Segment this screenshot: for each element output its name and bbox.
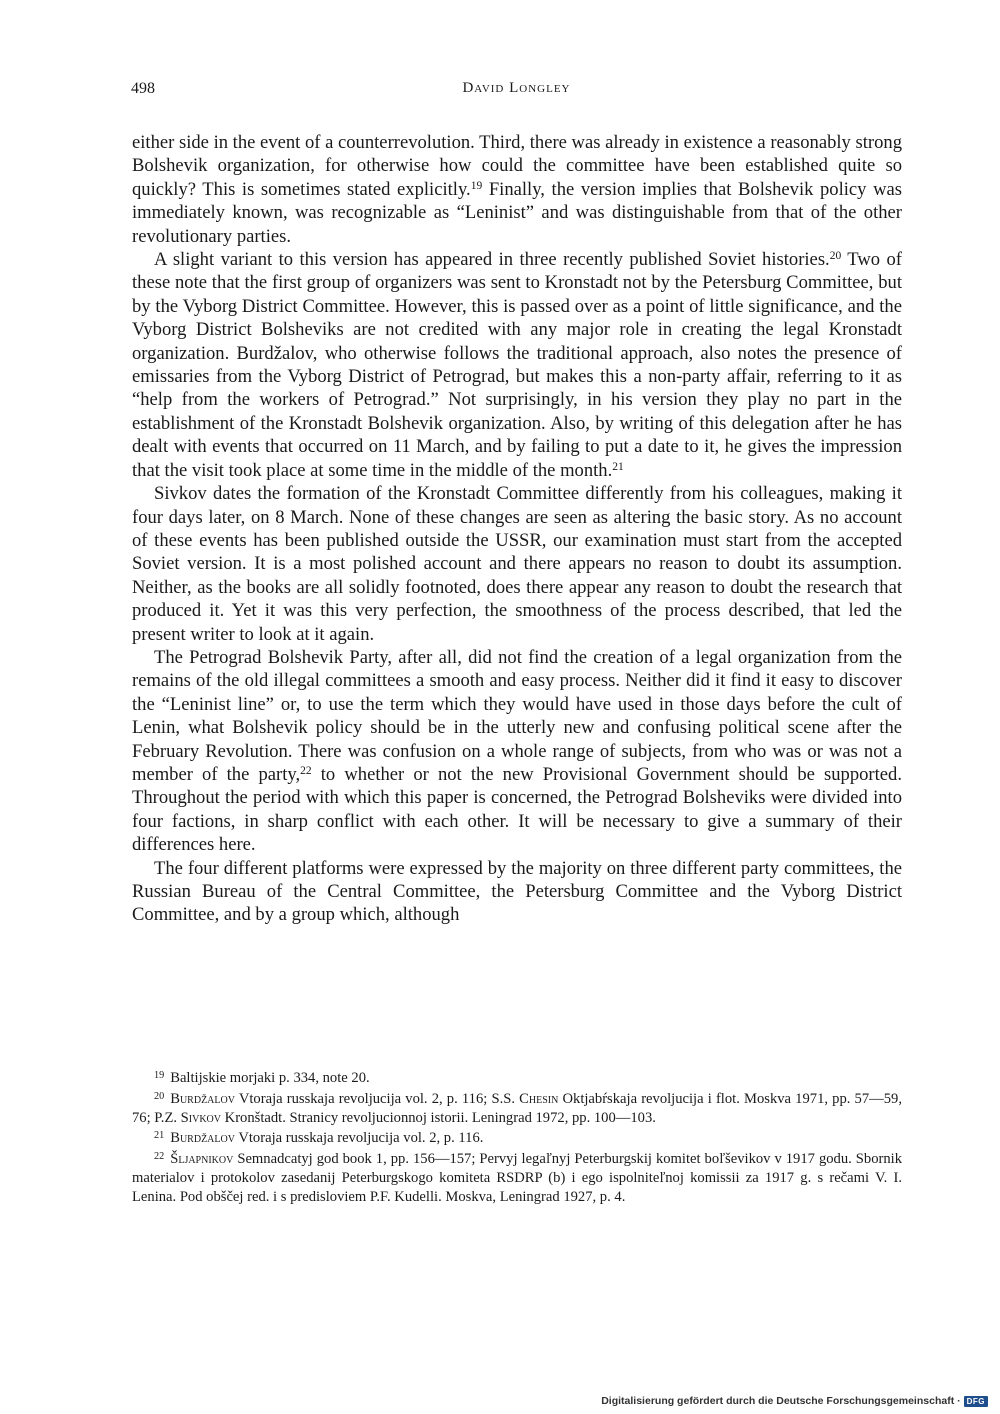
footnote-ref[interactable]: 19 bbox=[470, 180, 483, 193]
funding-note: Digitalisierung gefördert durch die Deutsche Forschungsgemeinschaft · bbox=[601, 1395, 961, 1407]
digitization-credit bbox=[601, 1395, 988, 1407]
footnotes bbox=[132, 1067, 902, 1206]
page-header bbox=[131, 80, 902, 104]
page-number: 498 bbox=[131, 80, 155, 97]
body-text bbox=[132, 131, 902, 927]
footnote: $^{21}$ Burdžalov Vtoraja russkaja revoljucija vol. 2, p. 116. bbox=[154, 1130, 484, 1147]
footnote-ref[interactable]: 20 bbox=[829, 250, 842, 263]
paragraph: The Petrograd Bolshevik Party, after all, did not find the creation of a legal organization from the remains of the old illegal committees a smooth and easy process. Neither did it find it easy to discover the “Leninist line” or, to use the term which they would have used in those days before the cult of Lenin, what Bolshevik policy should be in the utterly new and confusing political scene after the February Revolution. There was confusion on a whole range of subjects, from who was or was not a member of the party,$^{22}$ to whether or not the new Provisional Government should be supported. Throughout the period with which this paper is concerned, the Petrograd Bolsheviks were divided into four factions, in sharp conflict with each other. It will be necessary to give a summary of their differences here. bbox=[132, 646, 902, 856]
footnote-ref[interactable]: 22 bbox=[300, 765, 312, 778]
paragraph: either side in the event of a counterrevolution. Third, there was already in existence a reasonably strong Bolshevik organization, for otherwise how could the committee have been established quite so quickly? This is sometimes stated explicitly.$^{19}$ Finally, the version implies that Bolshevik policy was immediately known, was recognizable as “Leninist” and was distinguishable from that of the other revolutionary parties. bbox=[132, 132, 902, 247]
running-head: David Longley bbox=[462, 80, 571, 96]
footnote: $^{22}$ Šljapnikov Semnadcatyj god book 1, pp. 156—157; Pervyj legaľnyj Peterburgskij komitet boľševikov v 1917 godu. Sbornik materialov i protokolov zasedanij Peterburgskogo komiteta RSDRP (b) i ego ispolniteľnoj komissii za 1917 g. s rečami V. I. Lenina. Pod obščej red. i s predisloviem P.F. Kudelli. Moskva, Leningrad 1927, p. 4. bbox=[132, 1151, 902, 1205]
footnote: $^{20}$ Burdžalov Vtoraja russkaja revoljucija vol. 2, p. 116; S.S. Chesin Oktjabŕskaja revoljucija i flot. Moskva 1971, pp. 57—59, 76; P.Z. Sivkov Kronštadt. Stranicy revoljucionnoj istorii. Leningrad 1972, pp. 100—103. bbox=[132, 1090, 902, 1126]
dfg-logo-icon: DFG bbox=[964, 1396, 988, 1407]
paragraph: Sivkov dates the formation of the Kronstadt Committee differently from his colleagues, making it four days later, on 8 March. None of these changes are seen as altering the basic story. As no account of these events has been published outside the USSR, our examination must start from the accepted Soviet version. It is a most polished account and there appears no reason to doubt its assumption. Neither, as the books are all solidly footnoted, does there appear any reason to doubt the research that produced it. Yet it was this very perfection, the smoothness of the process described, that led the present writer to look at it again. bbox=[132, 483, 902, 645]
paragraph: The four different platforms were expressed by the majority on three different party committees, the Russian Bureau of the Central Committee, the Petersburg Committee and the Vyborg District Committee, and by a group which, although bbox=[132, 857, 902, 926]
footnote: $^{19}$ Baltijskie morjaki p. 334, note 20. bbox=[154, 1070, 370, 1087]
paragraph: A slight variant to this version has appeared in three recently published Soviet histories.$^{20}$ Two of these note that the first group of organizers was sent to Kronstadt not by the Petersburg Committee, but by the Vyborg District Committee. However, this is passed over as a point of little significance, and the Vyborg District Bolsheviks are not credited with any major role in creating the legal Kronstadt organization. Burdžalov, who otherwise follows the traditional approach, also notes the presence of emissaries from the Vyborg District of Petrograd, but makes this a non-party affair, referring to it as “help from the workers of Petrograd.” Not surprisingly, in his version they play no part in the establishment of the Kronstadt Bolshevik organization. Also, by writing of this delegation after he has dealt with events that occurred on 11 March, and by failing to put a date to it, he gives the impression that the visit took place at some time in the middle of the month.$^{21}$ bbox=[132, 249, 902, 481]
footnote-ref[interactable]: 21 bbox=[612, 460, 624, 473]
